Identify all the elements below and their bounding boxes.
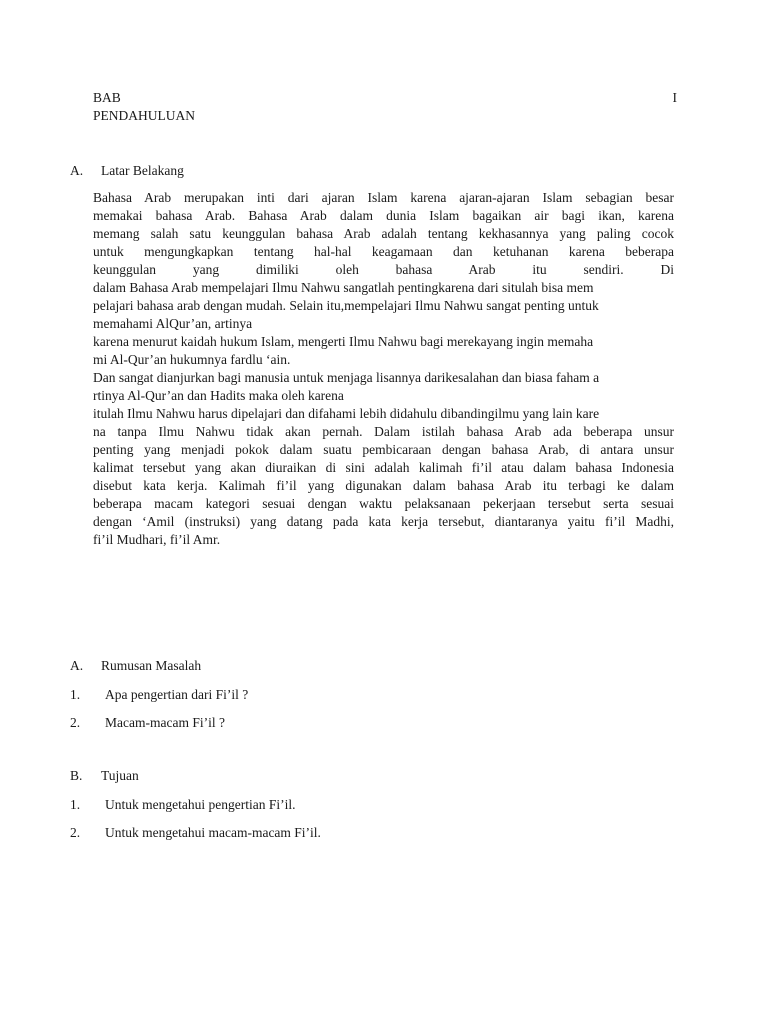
list-item bbox=[70, 686, 248, 704]
section-title: Latar Belakang bbox=[101, 163, 184, 178]
list-text: Untuk mengetahui pengertian Fi’il. bbox=[105, 797, 296, 812]
paragraph-line: Dan sangat dianjurkan bagi manusia untuk menjaga lisannya darikesalahan dan biasa faham a bbox=[93, 370, 600, 385]
paragraph-line: memahami AlQur’an, artinya bbox=[93, 316, 253, 331]
paragraph-line: disebut kata kerja. Kalimah fi’il yang digunakan dalam bahasa Arab itu terbagi ke dalam bbox=[93, 478, 674, 493]
paragraph-line: itulah Ilmu Nahwu harus dipelajari dan difahami lebih didahulu dibandingilmu yang lain kare bbox=[93, 406, 600, 421]
paragraph-line: rtinya Al-Qur’an dan Hadits maka oleh karena bbox=[93, 388, 344, 403]
paragraph-line: penting yang menjadi pokok dalam suatu pembicaraan dengan bahasa Arab, di antara unsur bbox=[93, 442, 674, 457]
paragraph-line: pelajari bahasa arab dengan mudah. Selain itu,mempelajari Ilmu Nahwu sangat penting untuk bbox=[93, 298, 599, 313]
latar-belakang-paragraph bbox=[93, 189, 674, 549]
chapter-subtitle: PENDAHULUAN bbox=[93, 108, 195, 123]
section-heading-tujuan bbox=[70, 767, 139, 785]
chapter-number: I bbox=[672, 90, 677, 105]
section-letter: B. bbox=[70, 768, 83, 783]
section-letter: A. bbox=[70, 163, 84, 178]
list-number: 2. bbox=[70, 715, 81, 730]
paragraph-line: kalimat tersebut yang akan diuraikan di sini adalah kalimah fi’il atau dalam bahasa Indonesia bbox=[93, 460, 674, 475]
section-letter: A. bbox=[70, 658, 84, 673]
chapter-title-row bbox=[93, 89, 677, 107]
paragraph-line: karena menurut kaidah hukum Islam, mengerti Ilmu Nahwu bagi merekayang ingin memaha bbox=[93, 334, 594, 349]
paragraph-line: beberapa macam kategori sesuai dengan waktu pelaksanaan pekerjaan tersebut serta sesuai bbox=[93, 496, 674, 511]
paragraph-line: fi’il Mudhari, fi’il Amr. bbox=[93, 532, 221, 547]
paragraph-line: keunggulan yang dimiliki oleh bahasa Arab itu sendiri. Di bbox=[93, 262, 674, 277]
list-item bbox=[70, 714, 225, 732]
paragraph-line: mi Al-Qur’an hukumnya fardlu ‘ain. bbox=[93, 352, 291, 367]
list-item bbox=[70, 796, 295, 814]
section-heading-rumusan-masalah bbox=[70, 657, 201, 675]
section-title: Rumusan Masalah bbox=[101, 658, 202, 673]
paragraph-line: memakai bahasa Arab. Bahasa Arab dalam dunia Islam bagaikan air bagi ikan, karena bbox=[93, 208, 674, 223]
list-text: Untuk mengetahui macam-macam Fi’il. bbox=[105, 825, 321, 840]
paragraph-line: dalam Bahasa Arab mempelajari Ilmu Nahwu sangatlah pentingkarena dari situlah bisa mem bbox=[93, 280, 594, 295]
list-number: 2. bbox=[70, 825, 81, 840]
chapter-label: BAB bbox=[93, 90, 121, 105]
paragraph-line: memang salah satu keunggulan bahasa Arab adalah tentang kekhasannya yang paling cocok bbox=[93, 226, 674, 241]
list-text: Apa pengertian dari Fi’il ? bbox=[105, 687, 249, 702]
paragraph-line: na tanpa Ilmu Nahwu tidak akan pernah. Dalam istilah bahasa Arab ada beberapa unsur bbox=[93, 424, 674, 439]
list-number: 1. bbox=[70, 687, 81, 702]
paragraph-line: dengan ‘Amil (instruksi) yang datang pada kata kerja tersebut, diantaranya yaitu fi’il Madhi, bbox=[93, 514, 674, 529]
list-number: 1. bbox=[70, 797, 81, 812]
paragraph-line: untuk mengungkapkan tentang hal-hal keagamaan dan ketuhanan karena beberapa bbox=[93, 244, 674, 259]
section-heading-latar-belakang bbox=[70, 162, 184, 180]
paragraph-line: Bahasa Arab merupakan inti dari ajaran Islam karena ajaran-ajaran Islam sebagian besar bbox=[93, 190, 674, 205]
section-title: Tujuan bbox=[101, 768, 139, 783]
list-text: Macam-macam Fi’il ? bbox=[105, 715, 225, 730]
list-item bbox=[70, 824, 321, 842]
